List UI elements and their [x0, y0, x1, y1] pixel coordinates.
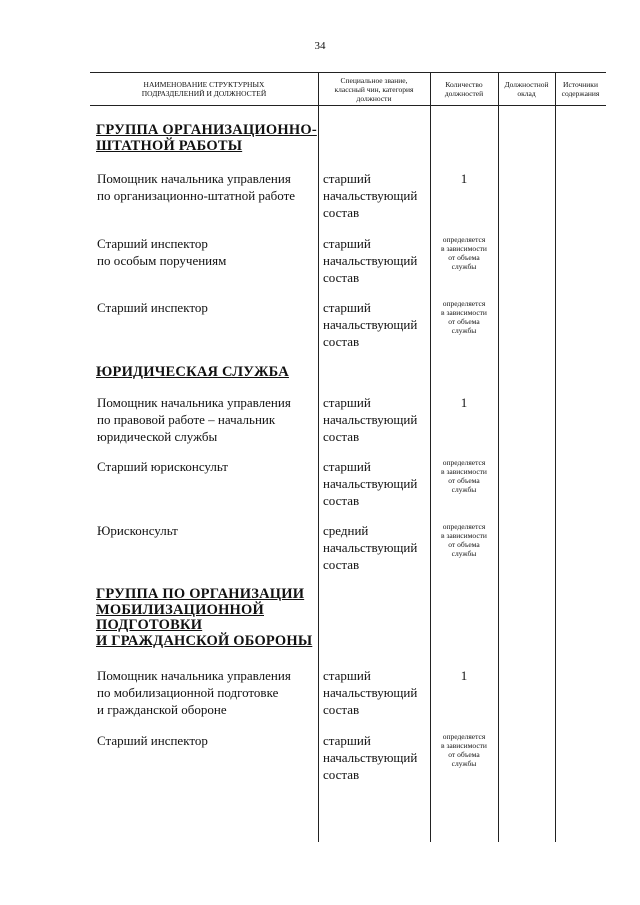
table-top-rule: [90, 72, 606, 73]
header-bottom-rule: [90, 105, 606, 106]
header-name: НАИМЕНОВАНИЕ СТРУКТУРНЫХ ПОДРАЗДЕЛЕНИЙ И ДОЛЖНОСТЕЙ: [141, 80, 267, 98]
header-source: Источники содержания: [561, 80, 600, 98]
section-title-org-staff: ГРУППА ОРГАНИЗАЦИОННО- ШТАТНОЙ РАБОТЫ: [96, 122, 317, 154]
position-name: Старший юрисконсульт: [97, 459, 228, 474]
position-count: 1: [460, 668, 468, 683]
position-name: Старший инспектор: [97, 733, 208, 748]
position-rank: старший начальствующий состав: [323, 668, 418, 717]
position-rank: средний начальствующий состав: [323, 523, 418, 572]
position-name: Помощник начальника управления по мобилизационной подготовке и гражданской обороне: [97, 668, 291, 717]
column-divider: [555, 72, 556, 842]
column-divider: [318, 72, 319, 842]
position-name: Старший инспектор по особым поручениям: [97, 236, 227, 268]
header-count: Количество должностей: [444, 80, 484, 98]
position-rank: старший начальствующий состав: [323, 171, 418, 220]
page-number: 34: [314, 40, 326, 52]
position-count: определяется в зависимости от объема службы: [441, 732, 487, 768]
position-count: 1: [460, 395, 468, 410]
position-rank: старший начальствующий состав: [323, 236, 418, 285]
position-name: Юрисконсульт: [97, 523, 178, 538]
position-rank: старший начальствующий состав: [323, 733, 418, 782]
section-title-legal: ЮРИДИЧЕСКАЯ СЛУЖБА: [96, 364, 289, 380]
position-rank: старший начальствующий состав: [323, 459, 418, 508]
position-count: определяется в зависимости от объема службы: [441, 522, 487, 558]
position-count: определяется в зависимости от объема службы: [441, 299, 487, 335]
position-count: определяется в зависимости от объема службы: [441, 235, 487, 271]
column-divider: [430, 72, 431, 842]
position-rank: старший начальствующий состав: [323, 395, 418, 444]
column-divider: [498, 72, 499, 842]
position-name: Помощник начальника управления по организационно-штатной работе: [97, 171, 296, 203]
position-count: 1: [460, 171, 468, 186]
position-name: Старший инспектор: [97, 300, 208, 315]
position-name: Помощник начальника управления по правовой работе – начальник юридической службы: [97, 395, 291, 444]
position-rank: старший начальствующий состав: [323, 300, 418, 349]
header-salary: Должностной оклад: [504, 80, 549, 98]
header-rank: Специальное звание, классный чин, категория должности: [334, 75, 414, 103]
position-count: определяется в зависимости от объема службы: [441, 458, 487, 494]
section-title-mobilization: ГРУППА ПО ОРГАНИЗАЦИИ МОБИЛИЗАЦИОННОЙ ПОДГОТОВКИ И ГРАЖДАНСКОЙ ОБОРОНЫ: [96, 586, 313, 649]
